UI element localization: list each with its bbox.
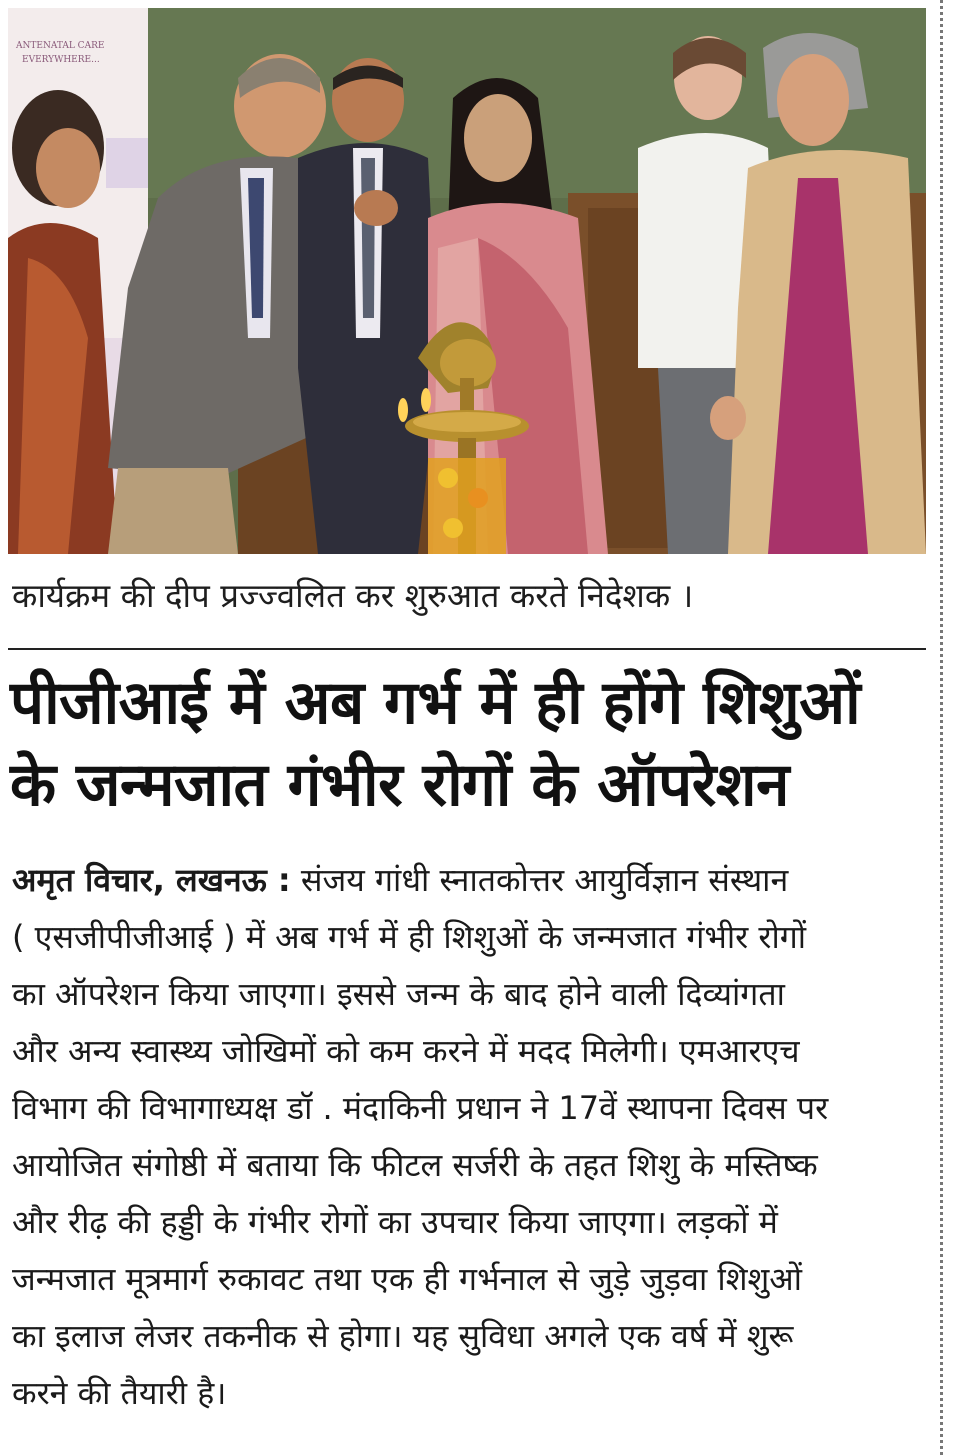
article-line: विभाग की विभागाध्यक्ष डॉ . मंदाकिनी प्रधान ने 17वें स्थापना दिवस पर: [12, 1089, 829, 1127]
photo-caption: कार्यक्रम की दीप प्रज्ज्वलित कर शुरुआत करते निदेशक ।: [12, 576, 694, 615]
lamp-lighting-photo: [8, 8, 926, 554]
article-line-text: संजय गांधी स्नातकोत्तर आयुर्विज्ञान संस्थान: [300, 861, 789, 899]
article-line: करने की तैयारी है।: [12, 1374, 227, 1412]
column-divider: [940, 0, 943, 1455]
dateline: अमृत विचार, लखनऊ :: [12, 861, 291, 899]
article-line: [12, 852, 927, 909]
headline: [10, 662, 930, 826]
article-body: [12, 852, 927, 1422]
article-line: ( एसजीपीजीआई ) में अब गर्भ में ही शिशुओं के जन्मजात गंभीर रोगों: [12, 918, 807, 956]
article-line: और रीढ़ की हड्डी के गंभीर रोगों का उपचार किया जाएगा। लड़कों में: [12, 1203, 778, 1241]
headline-line-2: के जन्मजात गंभीर रोगों के ऑपरेशन: [10, 750, 789, 820]
caption-divider: [8, 648, 926, 650]
article-line: का ऑपरेशन किया जाएगा। इससे जन्म के बाद होने वाली दिव्यांगता: [12, 975, 785, 1013]
article-line: जन्मजात मूत्रमार्ग रुकावट तथा एक ही गर्भनाल से जुड़े जुड़वा शिशुओं: [12, 1260, 802, 1298]
article-line: का इलाज लेजर तकनीक से होगा। यह सुविधा अगले एक वर्ष में शुरू: [12, 1317, 794, 1355]
article-line: और अन्य स्वास्थ्य जोखिमों को कम करने में मदद मिलेगी। एमआरएच: [12, 1032, 800, 1070]
banner-text: ANTENATAL CARE: [16, 41, 105, 51]
event-photo: [8, 8, 926, 554]
article-line: आयोजित संगोष्ठी में बताया कि फीटल सर्जरी के तहत शिशु के मस्तिष्क: [12, 1146, 818, 1184]
headline-line-1: पीजीआई में अब गर्भ में ही होंगे शिशुओं: [10, 668, 861, 738]
banner-text-2: EVERYWHERE...: [22, 55, 100, 65]
